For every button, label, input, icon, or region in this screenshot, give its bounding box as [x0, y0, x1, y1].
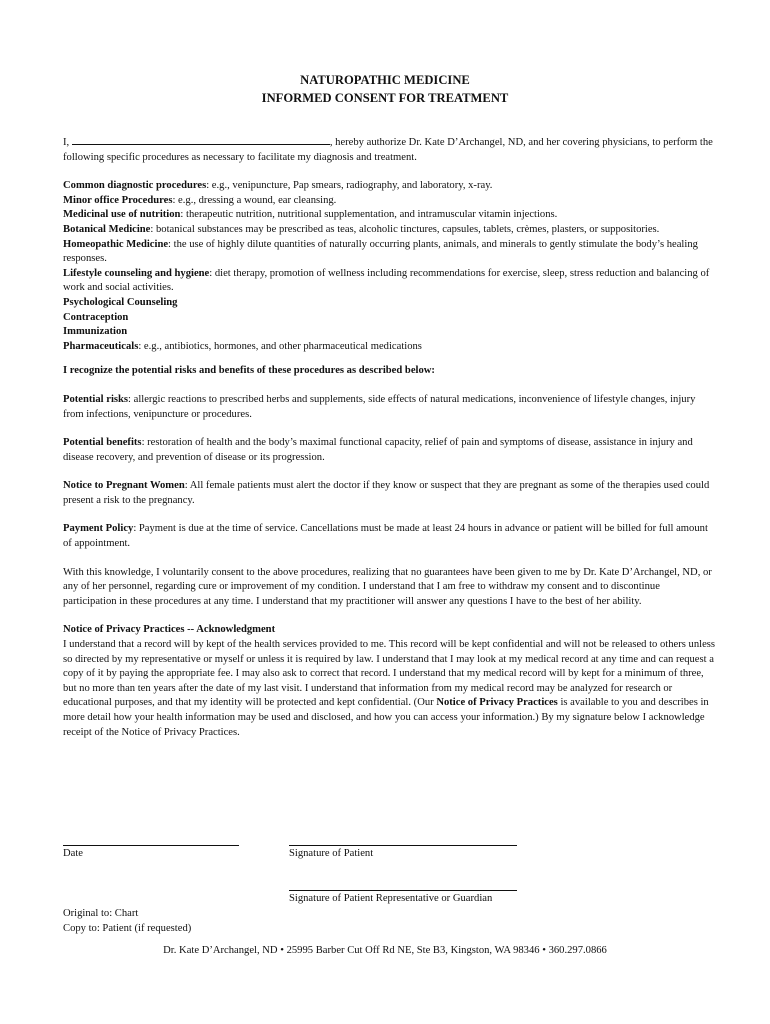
procedure-item: Botanical Medicine: botanical substances may be prescribed as teas, alcoholic tinctures, capsules, tablets, crèmes, plasters, or suppositories.	[63, 223, 660, 235]
procedure-item: Common diagnostic procedures: e.g., venipuncture, Pap smears, radiography, and laboratory, x-ray.	[63, 180, 493, 192]
patient-signature-label: Signature of Patient	[289, 848, 374, 859]
authorization-paragraph	[63, 133, 715, 165]
copy-routing	[63, 907, 191, 936]
copy-to: Copy to: Patient (if requested)	[63, 922, 192, 934]
consent-statement: With this knowledge, I voluntarily consent to the above procedures, realizing that no guarantees have been given to me by Dr. Kate D’Archangel, ND, or any of her personnel, regarding cure or improvement of my condition. I understand that I am free to withdraw my consent and to discontinue participation in these procedures at any time. I understand that my practitioner will answer any questions I have to the best of her ability.	[63, 566, 712, 607]
procedure-item: Contraception	[63, 311, 129, 323]
privacy-acknowledgment: I understand that a record will by kept of the health services provided to me. This record will be kept confidential and will not be released to others unless so directed by my representative or myself or unless it is required by law. I understand that I may look at my medical record at any time and can request a copy of it by paying the appropriate fee. I may also ask to correct that record. I understand that my medical record will by kept for a minimum of three, but no more than ten years after the date of my last visit. I understand that information from my medical record may be analyzed for research or educational purposes, and that my identity will be protected and kept confidential. (Our Notice of Privacy Practices is available to you and describes in more detail how your health information may be used and disclosed, and how you can access your information.) By my signature below I acknowledge receipt of the Notice of Privacy Practices.	[63, 639, 716, 738]
intro-text: , hereby authorize Dr. Kate D’Archangel, ND, and her covering physicians, to perform the following specific procedures as necessary to facilitate my diagnosis and treatment.	[63, 137, 713, 163]
potential-risks: Potential risks: allergic reactions to prescribed herbs and supplements, side effects of natural medications, inconvenience of lifestyle changes, injury from infections, venipuncture or procedures.	[63, 393, 696, 420]
title-line-1: NATUROPATHIC MEDICINE	[300, 73, 470, 87]
procedure-item: Pharmaceuticals: e.g., antibiotics, hormones, and other pharmaceutical medications	[63, 340, 422, 352]
risks-heading: I recognize the potential risks and benefits of these procedures as described below:	[63, 365, 435, 377]
representative-signature-line[interactable]	[289, 890, 517, 891]
date-signature-line[interactable]	[63, 845, 239, 846]
procedure-item: Psychological Counseling	[63, 296, 178, 308]
procedure-item: Medicinal use of nutrition: therapeutic nutrition, nutritional supplementation, and intramuscular vitamin injections.	[63, 209, 558, 221]
original-to: Original to: Chart	[63, 908, 139, 919]
patient-name-blank[interactable]	[72, 133, 330, 145]
title-line-2: INFORMED CONSENT FOR TREATMENT	[261, 91, 509, 105]
procedure-list	[63, 179, 715, 354]
date-label: Date	[63, 848, 83, 859]
privacy-heading: Notice of Privacy Practices -- Acknowledgment	[63, 624, 276, 636]
pregnancy-notice: Notice to Pregnant Women: All female patients must alert the doctor if they know or suspect that they are pregnant as some of the therapies used could present a risk to the pregnancy.	[63, 480, 710, 506]
procedure-item: Homeopathic Medicine: the use of highly dilute quantities of naturally occurring plants, animals, and minerals to gently stimulate the body’s healing responses.	[63, 238, 698, 265]
payment-policy: Payment Policy: Payment is due at the time of service. Cancellations must be made at least 24 hours in advance or patient will be billed for full amount of appointment.	[63, 523, 708, 550]
procedure-item: Lifestyle counseling and hygiene: diet therapy, promotion of wellness including recommendations for exercise, sleep, stress reduction and balancing of work and social activities.	[63, 267, 710, 294]
procedure-item: Immunization	[63, 326, 128, 338]
representative-signature-label: Signature of Patient Representative or Guardian	[289, 893, 493, 904]
intro-prefix: I,	[63, 137, 70, 148]
potential-benefits: Potential benefits: restoration of health and the body’s maximal functional capacity, relief of pain and symptoms of disease, assistance in injury and disease recovery, and prevention of disease or its progression.	[63, 437, 693, 463]
document-body	[63, 133, 715, 740]
footer-address: Dr. Kate D’Archangel, ND • 25995 Barber Cut Off Rd NE, Ste B3, Kingston, WA 98346 • 360.297.0866	[163, 945, 607, 956]
document-title	[0, 71, 770, 107]
procedure-item: Minor office Procedures: e.g., dressing a wound, ear cleansing.	[63, 194, 337, 206]
patient-signature-line[interactable]	[289, 845, 517, 846]
